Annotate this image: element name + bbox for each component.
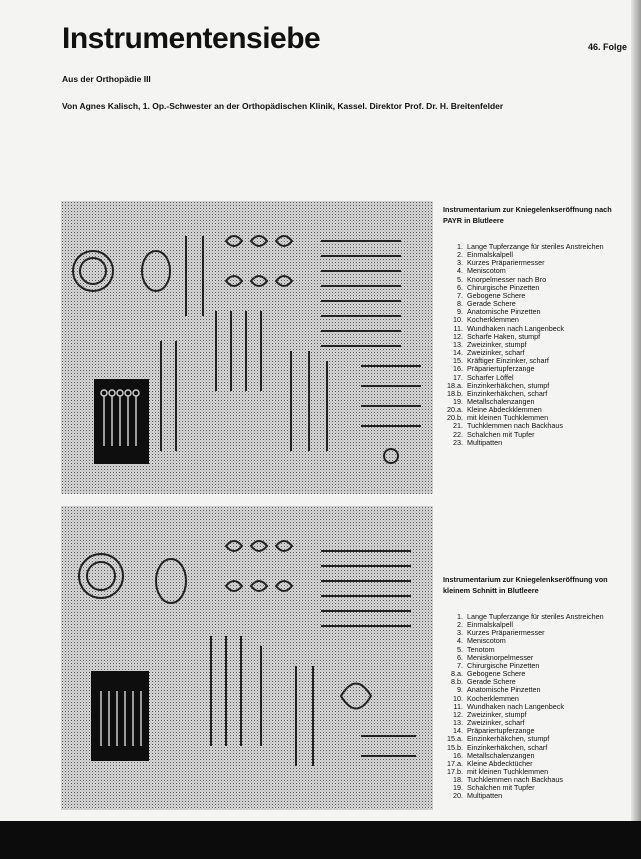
page-edge [631,0,641,859]
list-item: 8. Gerade Schere [457,300,516,309]
instrument-tray-photo-payr [61,201,433,494]
series-number: 46. Folge [587,42,627,52]
list-item: 14. Zweizinker, scharf [453,349,525,358]
list-item: 20.a. Kleine Abdeckklemmen [447,406,542,415]
list-item: 11. Wundhaken nach Langenbeck [453,324,564,333]
list-item: 12. Scharfe Haken, stumpf [453,332,541,341]
list-item: 20. Multipatten [453,792,503,801]
list-item: 2. Einmalskalpell [457,621,513,630]
list-item: 11. Wundhaken nach Langenbeck [453,702,564,711]
list-item: 17.a. Kleine Abdecktücher [447,759,533,768]
list-item: 9. Anatomische Pinzetten [457,686,541,695]
list-item: 19. Schalchen mit Tupfer [453,784,535,793]
list-item: 8.a. Gebogene Schere [451,670,526,679]
list-item: 13. Zweizinker, scharf [453,719,525,728]
list-item: 1. Lange Tupferzange für steriles Anstreichen [457,243,604,251]
list-item: 13. Zweizinker, stumpf [453,340,527,349]
list-item: 19. Metallschalenzangen [453,397,535,406]
scan-bottom-border [0,821,641,859]
list-item: 12. Zweizinker, stumpf [453,710,527,719]
list-item: 18.b. Einzinkerhäkchen, scharf [447,389,548,398]
list-item: 15.a. Einzinkerhäkchen, stumpf [447,735,550,744]
list-item: 21. Tuchklemmen nach Backhaus [453,422,564,431]
instrument-tray-photo-small-incision [61,506,433,810]
author-byline: Von Agnes Kalisch, 1. Op.-Schwester an der Orthopädischen Klinik, Kassel. Direktor Prof. Dr. H. Breitenfelder [62,101,504,111]
caption-small-incision [443,574,628,801]
list-item: 10. Kocherklemmen [453,694,519,703]
section-kicker: Aus der Orthopädie III [62,74,151,84]
list-item: 18.a. Einzinkerhäkchen, stumpf [447,381,550,390]
list-item: 18. Tuchklemmen nach Backhaus [453,776,564,785]
list-item: 3. Kurzes Präpariermesser [457,629,545,638]
list-item: 4. Meniscotom [457,637,506,646]
list-item: 16. Metallschalenzangen [453,751,535,760]
instrument-list [443,243,628,447]
list-item: 22. Schalchen mit Tupfer [453,430,535,439]
instrument-list [443,613,628,801]
list-item: 6. Menisknorpelmesser [457,653,534,662]
list-item: 1. Lange Tupferzange für steriles Anstreichen [457,613,604,621]
list-item: 15.b. Einzinkerhäkchen, scharf [447,743,548,752]
list-item: 5. Knorpelmesser nach Bro [457,275,547,284]
instrument-tray-illustration [61,506,433,810]
list-item: 14. Präpariertupferzange [453,727,535,736]
caption-title: Instrumentarium zur Kniegelenkseröffnung nach PAYR in Blutleere [443,205,612,225]
instrument-tray-illustration [61,201,433,494]
list-item: 6. Chirurgische Pinzetten [457,283,540,292]
list-item: 17. Scharfer Löffel [453,373,514,382]
caption-title: Instrumentarium zur Kniegelenkseröffnung von kleinem Schnitt in Blutleere [443,575,608,595]
page-title: Instrumentensiebe [62,22,321,55]
list-item: 7. Chirurgische Pinzetten [457,661,540,670]
list-item: 10. Kocherklemmen [453,316,519,325]
list-item: 8.b. Gerade Schere [451,678,516,687]
list-item: 4. Meniscotom [457,267,506,276]
list-item: 20.b. mit kleinen Tuchklemmen [447,414,549,423]
list-item: 2. Einmalskalpell [457,251,513,260]
list-item: 23. Multipatten [453,438,503,447]
list-item: 9. Anatomische Pinzetten [457,308,541,317]
list-item: 5. Tenotom [457,645,495,654]
list-item: 17.b. mit kleinen Tuchklemmen [447,767,549,776]
caption-payr [443,204,628,447]
list-item: 3. Kurzes Präpariermesser [457,259,545,268]
list-item: 16. Präpariertupferzange [453,365,535,374]
list-item: 15. Kräftiger Einzinker, scharf [453,357,549,366]
list-item: 7. Gebogene Schere [457,291,526,300]
